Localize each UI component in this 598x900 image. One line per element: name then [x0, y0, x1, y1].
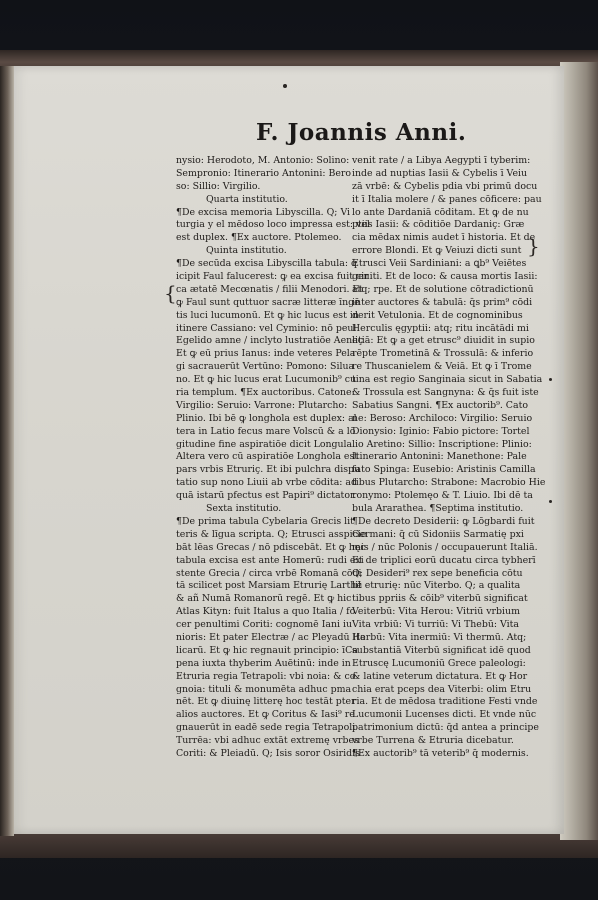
text-line: Germani: q̄ cū Sidoniis Sarmatię pxi — [352, 528, 524, 540]
text-line: Etruscę Lucumoniū Grece paleologi: — [352, 657, 526, 669]
text-line: derit Vetulonia. Et de cognominibus — [352, 309, 523, 321]
text-line: ria. Et de mēdosa traditione Festi vnde — [352, 696, 538, 708]
text-line: Etruria regia Tetrapoli: vbi noia: & co — [176, 670, 356, 682]
text-line: turgia y el mēdoso loco impressa est: vel — [176, 219, 370, 231]
text-line: venit rate / a Libya Aegypti ī tyberim: — [352, 155, 531, 166]
text-line: pars vrbis Etruriç. Et ibi pulchra dispu — [176, 464, 361, 476]
text-line: Virgilio: Seruio: Varrone: Plutarcho: — [176, 399, 348, 411]
text-line: tina est regio Sanginaia sicut in Sabatia — [352, 374, 543, 386]
text-line: tā scilicet post Marsiam Etrurię Larthē — [176, 580, 362, 592]
text-line: gnoia: tituli & monumēta adhuc pma — [176, 683, 352, 695]
text-line: Altera vero cū aspiratiōe Longhola est — [176, 451, 359, 463]
page-speck — [283, 84, 287, 88]
text-line: nioris: Et pater Electræ / ac Pleyadū Ita — [176, 631, 366, 643]
text-line: ¶De prima tabula Cybelaria Grecis lit — [176, 515, 354, 527]
section-heading: Sexta institutio. — [206, 503, 282, 515]
text-line: Itinerario Antonini: Manethone: Pale — [352, 451, 527, 463]
text-line: Et ꝙ eū prius Ianus: inde veteres Pela — [176, 348, 356, 360]
text-line: tabula excisa est ante Homerū: rudi exi — [176, 554, 364, 566]
text-line: gnauerūt in eadē sede regia Tetrapoli — [176, 722, 356, 734]
text-line: teris & līgua scripta. Q; Etrusci asspicie — [176, 528, 367, 540]
text-line: geniti. Et de loco: & causa mortis Iasii: — [352, 271, 538, 283]
spine-edge — [0, 66, 14, 836]
text-line: bāt lēas Grecas / nō pdiscebāt. Et ꝙ hęc — [176, 541, 366, 553]
text-line: nysio: Herodoto, M. Antonio: Solino: — [176, 155, 350, 166]
text-line: & latine veterum dictatura. Et ꝙ Hor — [352, 670, 528, 682]
text-line: rēpte Trometinā & Trossulā: & inferio — [352, 348, 534, 360]
text-line: Coriti: & Pleiadū. Q; Isis soror Osiridis — [176, 747, 360, 759]
text-line: Egelido amne / inclyto lustratiōe Aeneç — [176, 335, 363, 347]
text-line: Dionysio: Iginio: Fabio pictore: Tortel — [352, 425, 530, 437]
text-line: errore Blondi. Et ꝙ Veiuzi dicti sunt — [352, 245, 522, 257]
text-line: tatio sup nono Liuii ab vrbe cōdita: ad — [176, 477, 358, 489]
text-line: est duplex. ¶Ex auctore. Ptolemeo. — [176, 232, 342, 244]
text-line: lo ante Dardaniā cōditam. Et ꝙ de nu — [352, 206, 529, 218]
text-line: ¶De excisa memoria Libyscilla. Q; Vi — [176, 206, 351, 218]
text-line: it ī Italia molere / & panes cōficere: pau — [352, 193, 542, 205]
text-line: tibus Plutarcho: Strabone: Macrobio Hie — [352, 477, 546, 489]
text-line: atq; rpe. Et de solutione cōtradictionū — [352, 283, 534, 295]
text-line: & Trossula est Sangnyna: & q̄s fuit iste — [352, 387, 539, 399]
text-line: inde ad nuptias Iasii & Cybelis ī Veiu — [352, 167, 528, 179]
text-line: so: Sillio: Virgilio. — [176, 180, 261, 192]
text-line: Et de triplici eorū ducatu circa tybherī — [352, 554, 536, 566]
text-line: stente Grecia / circa vrbē Romanā cōdi — [176, 567, 362, 579]
text-line: nēt. Et ꝙ diuinę litterę hoc testāt pter — [176, 696, 356, 708]
text-line: chia erat pceps dea Viterbi: olim Etru — [352, 683, 532, 695]
text-line: litiā: Et ꝙ a get etrusc⁹ diuidit in supio — [352, 335, 535, 347]
text-line: gi sacrauerūt Vertūno: Pomono: Silua — [176, 361, 355, 373]
text-line: lit etrurię: nūc Viterbo. Q; a qualita — [352, 580, 521, 592]
text-line: icipit Faul falucerest: ꝙ ea excisa fuit cir — [176, 271, 369, 283]
text-line: Lucumonii Lucenses dicti. Et vnde nūc — [352, 709, 537, 721]
text-line: re Thuscanielem & Veiā. Et ꝙ ī Trome — [352, 361, 532, 373]
page-edges — [560, 62, 598, 840]
text-line: Veiterbū: Vita Herou: Vitriū vrbium — [352, 606, 520, 618]
text-line: ¶De secūda excisa Libyscilla tabula: q̄ — [176, 258, 357, 270]
margin-bracket: { — [164, 281, 177, 305]
text-line: licarū. Et ꝙ hic regnauit principio: īCa — [176, 644, 358, 656]
text-line: pena iuxta thyberim Auētinū: inde in — [176, 657, 351, 669]
text-line: bula Ararathea. ¶Septima institutio. — [352, 503, 524, 515]
text-line: quā istarū pfectus est Papiri⁹ dictator. — [176, 490, 357, 502]
text-line: alios auctores. Et ꝙ Coritus & Iasi⁹ re — [176, 709, 355, 721]
text-line: Plinio. Ibi bē ꝙ longhola est duplex: al — [176, 412, 357, 424]
text-line: ca ætatē Mecœnatis / filii Menodori. Et — [176, 283, 364, 295]
text-line: cia mēdax nimis audet ī historia. Et de — [352, 232, 536, 244]
cover-board-bottom — [0, 832, 598, 858]
text-line: Sempronio: Itinerario Antonini: Bero — [176, 167, 352, 179]
running-header: F. Joannis Anni. — [256, 119, 467, 146]
text-line: ronymo: Ptolemęo & T. Liuio. Ibi dē ta — [352, 490, 533, 502]
text-line: tera in Latio fecus mare Volscū & a lō — [176, 425, 356, 437]
margin-bracket: } — [527, 234, 540, 258]
text-line: ptiis Iasii: & cōditiōe Dardaniç: Græ — [352, 219, 525, 231]
text-line: ꝙ Faul sunt quttuor sacræ litteræ īngē — [176, 296, 360, 308]
text-line: ne: Beroso: Archiloco: Virgilio: Seruio — [352, 412, 533, 424]
text-line: mis / nūc Polonis / occupauerunt Italiā. — [352, 541, 538, 553]
text-line: Herculis ęgyptii: atq; ritu incātādi mi — [352, 322, 529, 334]
text-line: itinere Cassiano: vel Cyminio: nō peul — [176, 322, 357, 334]
right-text-column — [352, 155, 546, 761]
text-line: ¶Ex auctorib⁹ tā veterib⁹ q̄ modernis. — [352, 747, 529, 759]
text-line: Etrusci Veii Sardiniani: a ꝗb⁹ Veiētes — [352, 258, 527, 270]
text-line: Q; Desideri⁹ rex sepe beneficia cōtu — [352, 567, 523, 579]
text-line: cer penultimi Coriti: cognomē Iani iu — [176, 619, 353, 631]
text-line: patrimonium dictū: q̄d antea a principe — [352, 722, 539, 734]
page-speck — [549, 378, 552, 381]
text-line: substantiā Viterbū significat idē quod — [352, 644, 531, 656]
text-line: ria templum. ¶Ex auctoribus. Catone: — [176, 387, 355, 399]
text-line: tibus ppriis & cōib⁹ viterbū significat — [352, 593, 528, 605]
left-text-column — [176, 155, 370, 761]
text-line: Atlas Kityn: fuit Italus a quo Italia / fo — [176, 606, 356, 618]
text-line: lio Aretino: Sillio: Inscriptione: Plinio: — [352, 438, 532, 450]
text-line: ¶De decreto Desiderii: ꝙ Lōgbardi fuit — [352, 515, 535, 527]
text-line: & añ Numā Romanorū regē. Et ꝙ hic — [176, 593, 352, 605]
text-line: Herbū: Vita inermiū: Vi thermū. Atq; — [352, 631, 527, 643]
page-speck — [549, 500, 552, 503]
text-line: Turrēa: vbi adhuc extāt extremę vrbes — [176, 735, 359, 747]
text-line: Sabatius Sangni. ¶Ex auctorib⁹. Cato — [352, 399, 528, 411]
text-line: vrbe Turrena & Etruria dicebatur. — [352, 735, 514, 747]
text-line: inter auctores & tabulā: q̄s prim⁹ cōdi — [352, 296, 533, 308]
section-heading: Quinta institutio. — [206, 245, 287, 257]
text-line: tis luci lucumonū. Et ꝙ hic lucus est in — [176, 309, 359, 321]
text-line: fato Spinga: Eusebio: Aristinis Camilla — [352, 464, 536, 476]
section-heading: Quarta institutio. — [206, 193, 288, 205]
text-line: Vita vrbiū: Vi turriū: Vi Thebū: Vita — [352, 619, 519, 631]
text-line: zā vrbē: & Cybelis pdia vbi primū docu — [352, 180, 538, 192]
text-line: gitudine fine aspiratiōe dicit Longula. — [176, 438, 356, 450]
text-line: no. Et ꝙ hic lucus erat Lucumonib⁹ cu — [176, 374, 356, 386]
